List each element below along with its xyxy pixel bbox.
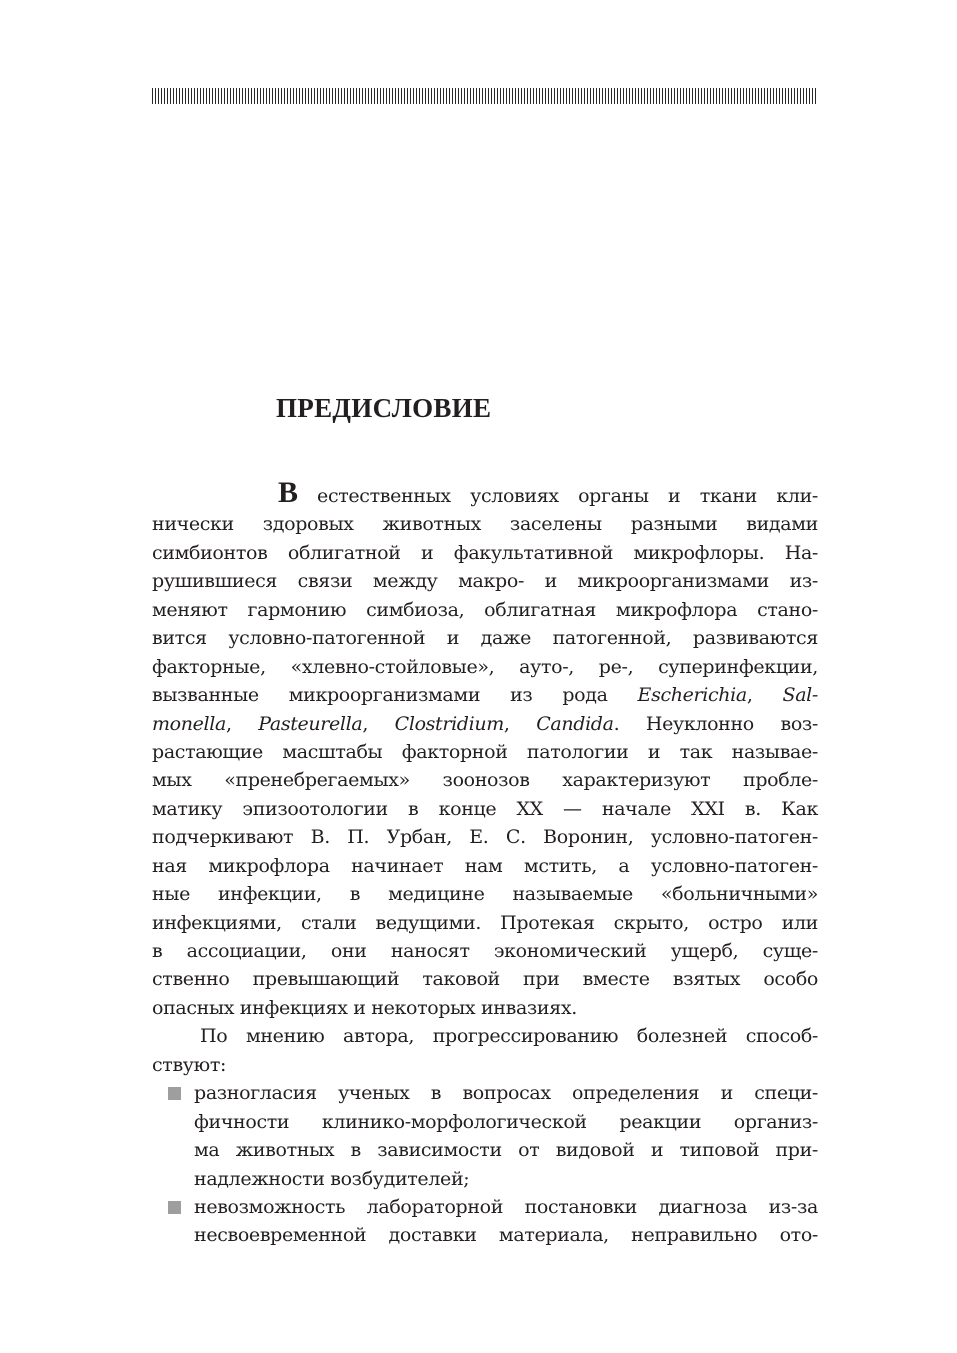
text-line (152, 738, 818, 766)
text-segment: надлежности возбудителей; (194, 1167, 470, 1190)
preface-text (152, 476, 818, 1250)
text-segment: ные инфекции, в медицине называемые «больничными» (152, 883, 818, 906)
text-segment: ма животных в зависимости от видовой и типовой при- (194, 1139, 818, 1162)
text-segment: разногласия ученых в вопросах определения и специ- (194, 1082, 818, 1105)
bullet-list (152, 1079, 818, 1250)
latin-genus-name: Clostridium (394, 712, 504, 735)
text-segment: мых «пренебрегаемых» зоонозов характеризуют пробле- (152, 769, 818, 792)
latin-genus-name: monella (152, 712, 226, 735)
text-segment: опасных инфекциях и некоторых инвазиях. (152, 996, 577, 1019)
text-segment: невозможность лабораторной постановки диагноза из-за (194, 1195, 818, 1218)
text-line (152, 937, 818, 965)
text-line (152, 965, 818, 993)
latin-genus-name: Candida (536, 712, 614, 735)
text-line (194, 1221, 818, 1249)
text-segment: По мнению автора, прогрессированию болезней способ- (200, 1025, 818, 1048)
text-segment: вится условно-патогенной и даже патогенной, развиваются (152, 627, 818, 650)
latin-genus-name: Pasteurella (258, 712, 363, 735)
header-decorative-rule (152, 88, 818, 104)
text-segment: вызванные микроорганизмами из рода (152, 684, 638, 707)
latin-genus-name: Sal- (782, 684, 818, 707)
text-segment: рушившиеся связи между макро- и микроорганизмами из- (152, 570, 818, 593)
text-segment: ная микрофлора начинает нам мстить, а условно-патоген- (152, 854, 818, 877)
text-line (152, 539, 818, 567)
text-line (152, 596, 818, 624)
text-segment: ствуют: (152, 1053, 227, 1076)
latin-genus-name: Escherichia (637, 684, 747, 707)
page-title: ПРЕДИСЛОВИЕ (276, 393, 492, 423)
text-segment: симбионтов облигатной и факультативной микрофлоры. На- (152, 541, 818, 564)
text-segment: нически здоровых животных заселены разными видами (152, 513, 818, 536)
text-line (194, 1193, 818, 1221)
text-segment: в ассоциации, они наносят экономический ущерб, суще- (152, 940, 818, 962)
text-segment: . Неуклонно воз- (613, 712, 818, 735)
text-line (152, 624, 818, 652)
list-item (152, 1079, 818, 1193)
text-line (152, 1022, 818, 1050)
text-segment: инфекциями, стали ведущими. Протекая скрыто, остро или (152, 911, 818, 934)
text-segment: растающие масштабы факторной патологии и так называе- (152, 740, 818, 763)
text-line (152, 880, 818, 908)
text-line (152, 766, 818, 794)
text-line (152, 795, 818, 823)
text-segment: меняют гармонию симбиоза, облигатная микрофлора стано- (152, 598, 818, 621)
text-line (152, 823, 818, 851)
paragraph-factors (152, 1022, 818, 1079)
text-line (152, 710, 818, 738)
text-line (152, 852, 818, 880)
text-line (152, 909, 818, 937)
text-line (194, 1079, 818, 1107)
text-line (194, 1108, 818, 1136)
text-line (152, 476, 818, 510)
paragraph-intro (152, 476, 818, 1022)
text-line (152, 681, 818, 709)
text-line (194, 1136, 818, 1164)
text-line (152, 510, 818, 538)
text-segment: несвоевременной доставки материала, неправильно ото- (194, 1224, 818, 1247)
text-line (152, 567, 818, 595)
text-segment: естественных условиях органы и ткани кли- (297, 485, 818, 507)
square-bullet-icon (168, 1087, 181, 1100)
text-line (152, 653, 818, 681)
text-segment: фичности клинико-морфологической реакции организ- (194, 1110, 818, 1133)
text-segment: ственно превышающий таковой при вместе взятых особо (152, 968, 818, 991)
square-bullet-icon (168, 1201, 181, 1214)
text-line (152, 994, 818, 1022)
text-segment: матику эпизоотологии в конце XX — начале XXI в. Как (152, 797, 818, 820)
text-segment: факторные, «хлевно-стойловые», ауто-, ре-, суперинфекции, (152, 655, 818, 678)
text-segment: , (225, 712, 259, 735)
text-segment: подчеркивают В. П. Урбан, Е. С. Воронин, условно-патоген- (152, 826, 818, 849)
text-line (152, 1051, 818, 1079)
text-segment: , (503, 712, 537, 735)
text-segment: , (746, 684, 783, 707)
text-segment: , (362, 712, 395, 735)
list-item (152, 1193, 818, 1250)
dropcap-letter: В (278, 476, 298, 509)
text-line (194, 1165, 818, 1193)
